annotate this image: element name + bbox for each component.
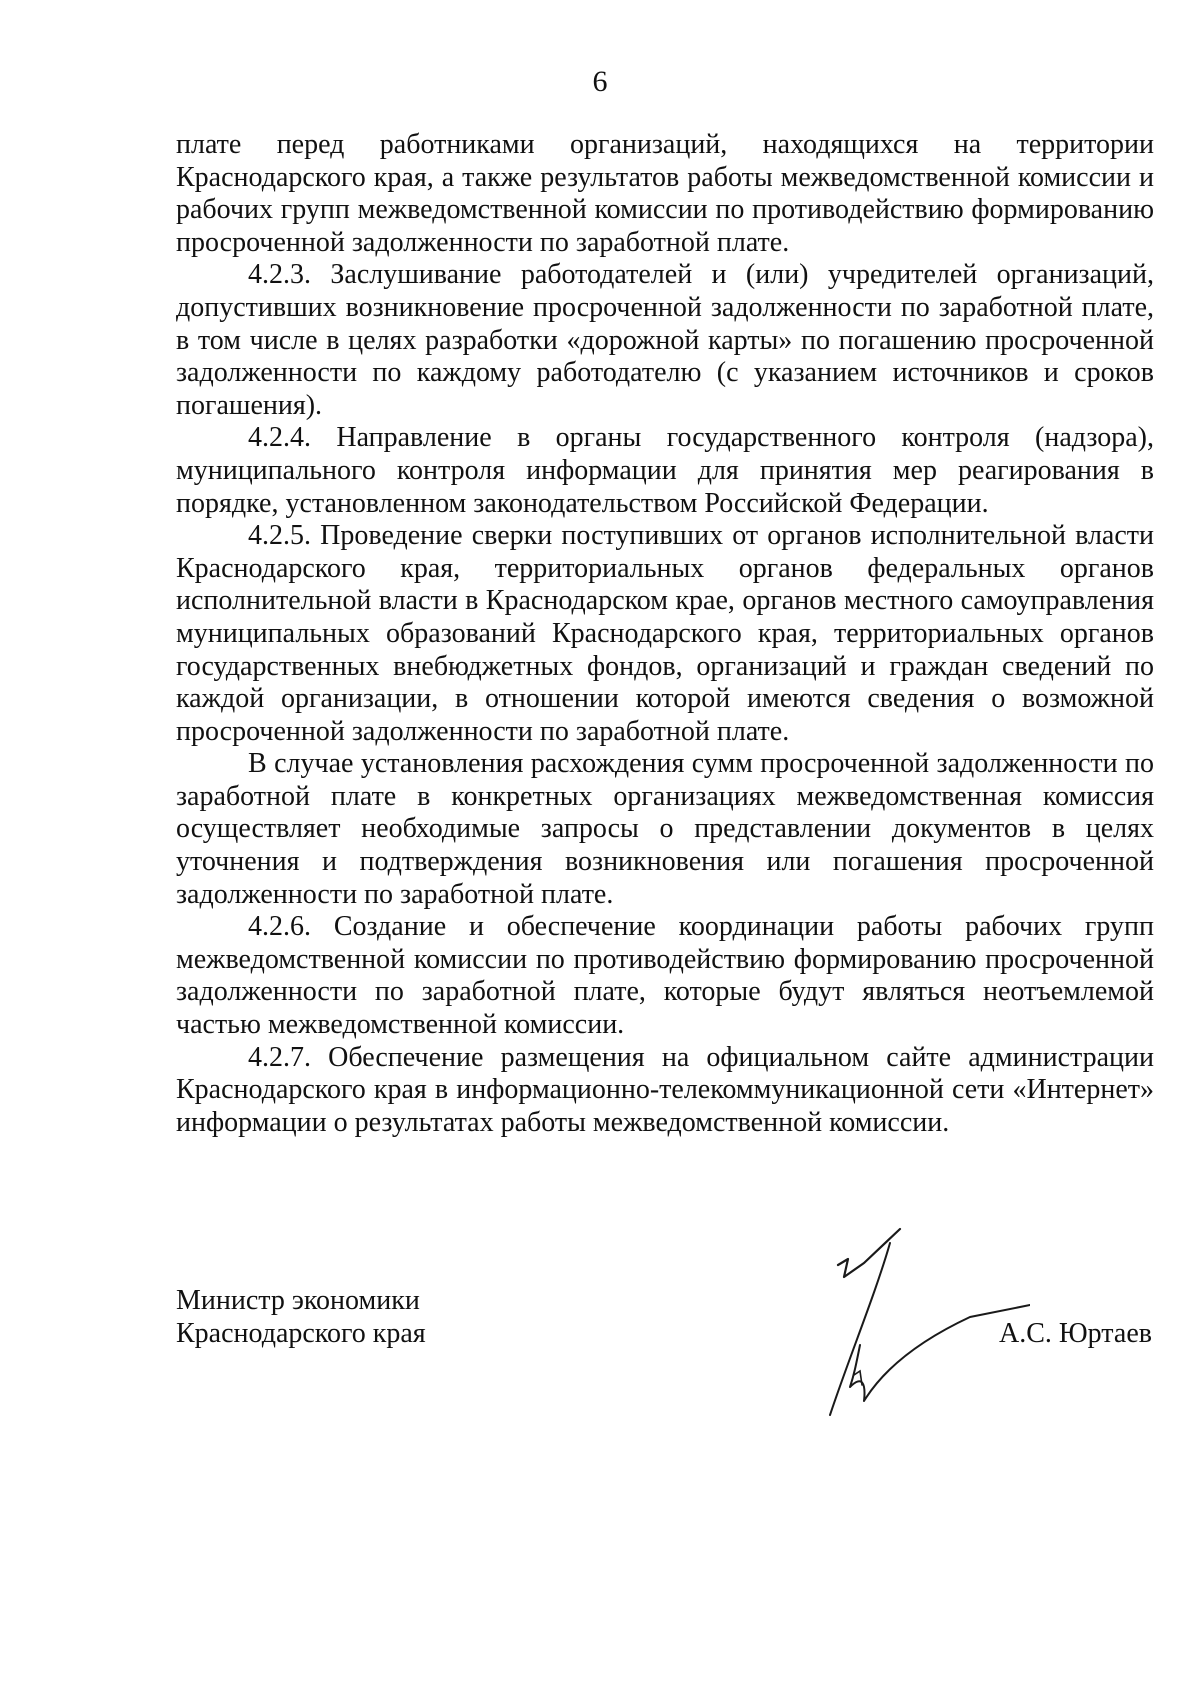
document-body xyxy=(176,129,1154,1139)
paragraph-4-2-6: 4.2.6. Создание и обеспечение координации работы рабочих групп межведомственной комиссии по противодействию формированию просроченной задолженности по заработной плате, которые будут являться неотъемлемой частью межведомственной комиссии. xyxy=(176,911,1154,1041)
signatory-name: А.С. Юртаев xyxy=(999,1318,1152,1349)
signatory-position xyxy=(176,1284,426,1350)
paragraph-discrepancy: В случае установления расхождения сумм просроченной задолженности по заработной плате в конкретных организациях межведомственная комиссия осуществляет необходимые запросы о представлении документов в целях уточнения и подтверждения возникновения или погашения просроченной задолженности по заработной плате. xyxy=(176,748,1154,910)
paragraph-4-2-7: 4.2.7. Обеспечение размещения на официальном сайте администрации Краснодарского края в информационно-телекоммуникационной сети «Интернет» информации о результатах работы межведомственной комиссии. xyxy=(176,1041,1154,1138)
paragraph-4-2-5: 4.2.5. Проведение сверки поступивших от органов исполнительной власти Краснодарского края, территориальных органов федеральных органов исполнительной власти в Краснодарском крае, органов местного самоуправления муниципальных образований Краснодарского края, территориальных органов государственных внебюджетных фондов, организаций и граждан сведений по каждой организации, в отношении которой имеются сведения о возможной просроченной задолженности по заработной плате. xyxy=(176,520,1154,747)
paragraph-4-2-4: 4.2.4. Направление в органы государственного контроля (надзора), муниципального контроля информации для принятия мер реагирования в порядке, установленном законодательством Российской Федерации. xyxy=(176,422,1154,519)
paragraph-continuation: плате перед работниками организаций, находящихся на территории Краснодарского края, а также результатов работы межведомственной комиссии и рабочих групп межведомственной комиссии по противодействию формированию просроченной задолженности по заработной плате. xyxy=(176,129,1154,258)
signatory-position-line-2: Краснодарского края xyxy=(176,1318,426,1349)
signatory-position-line-1: Министр экономики xyxy=(176,1285,420,1316)
page-number: 6 xyxy=(592,65,608,98)
paragraph-4-2-3: 4.2.3. Заслушивание работодателей и (или) учредителей организаций, допустивших возникновение просроченной задолженности по заработной плате, в том числе в целях разработки «дорожной карты» по погашению просроченной задолженности по каждому работодателю (с указанием источников и сроков погашения). xyxy=(176,259,1154,421)
